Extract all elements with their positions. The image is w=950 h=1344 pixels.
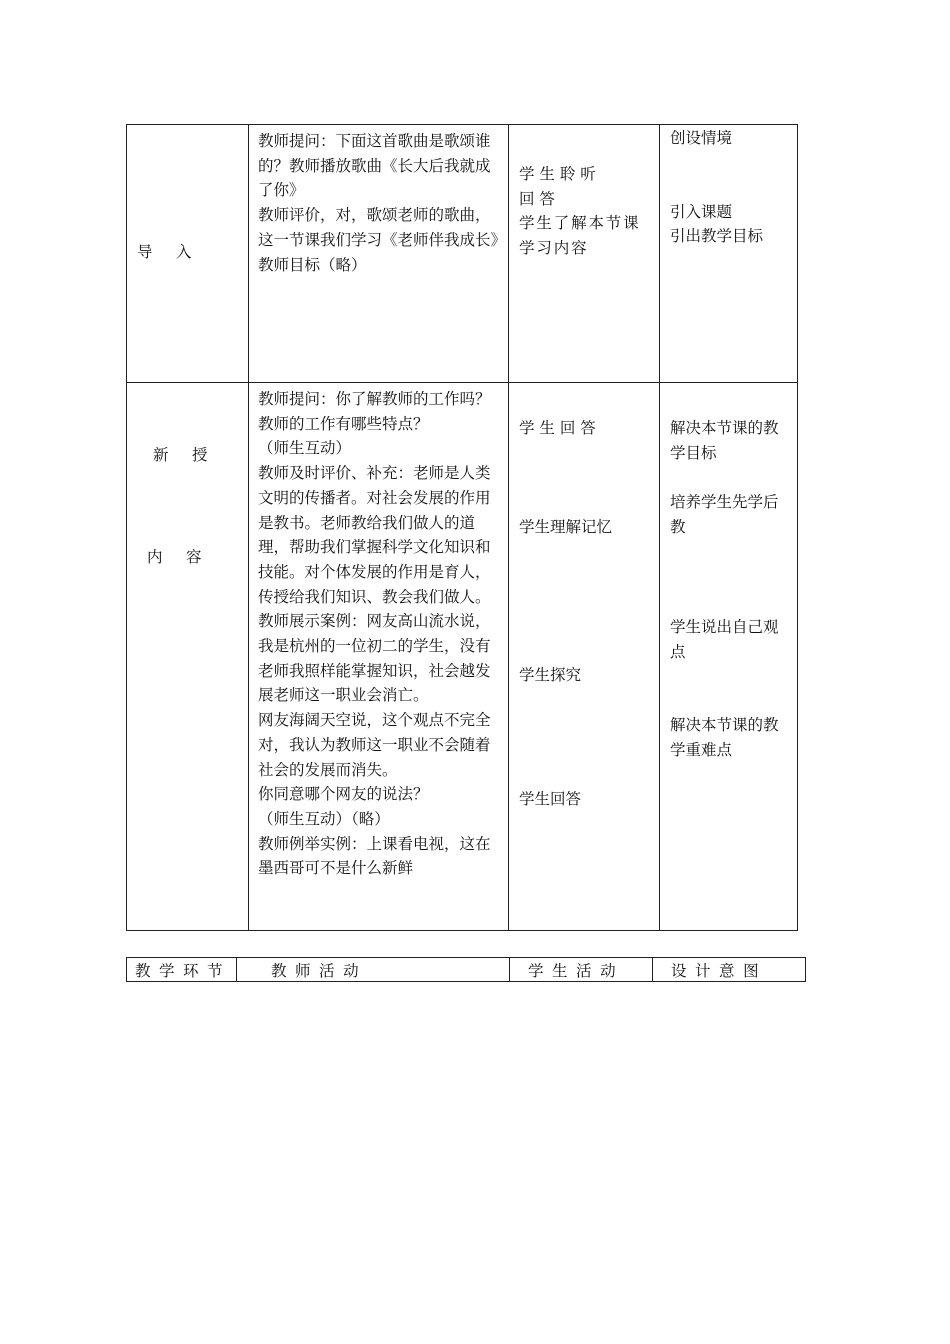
intent-text: 解决本节课的教学目标 xyxy=(670,419,779,462)
lesson-plan-table xyxy=(126,124,798,931)
teacher-text: 你同意哪个网友的说法？ xyxy=(258,785,429,804)
intent-text: 引入课题 xyxy=(670,202,733,221)
student-text: 学生回答 xyxy=(519,790,582,809)
teacher-activity-intro xyxy=(249,125,509,383)
student-text: 回 答 xyxy=(519,189,555,208)
teacher-text: （师生互动） xyxy=(258,439,352,458)
teacher-text: 网友海阔天空说，这个观点不完全对，我认为教师这一职业不会随着社会的发展而消失。 xyxy=(258,711,491,779)
student-text: 学生理解记忆 xyxy=(519,517,613,536)
teacher-text: 教师评价，对，歌颂老师的歌曲，这一节课我们学习《老师伴我成长》 xyxy=(258,206,507,249)
teacher-text: 教师目标（略） xyxy=(258,255,367,274)
intent-text: 培养学生先学后教 xyxy=(670,493,779,537)
header-design-intent: 设计意图 xyxy=(653,958,806,982)
student-text: 学生了解本节课学习内容 xyxy=(519,214,641,258)
header-teaching-stage: 教学环节 xyxy=(127,958,237,982)
teacher-activity-new-content xyxy=(249,383,509,931)
student-text: 学生探究 xyxy=(519,666,582,685)
student-activity-intro xyxy=(509,125,660,383)
intent-text: 学生说出自己观点 xyxy=(670,617,779,661)
student-activity-new-content xyxy=(509,383,660,931)
teacher-text: 教师例举实例：上课看电视，这在墨西哥可不是什么新鲜 xyxy=(258,834,491,878)
teacher-text: 教师展示案例：网友高山流水说，我是杭州的一位初二的学生，没有老师我照样能掌握知识，社会越发展老师这一职业会消亡。 xyxy=(258,612,491,705)
header-row xyxy=(127,958,806,982)
column-header-table xyxy=(126,957,806,982)
teacher-text: 教师提问：你了解教师的工作吗？教师的工作有哪些特点？ xyxy=(258,390,491,433)
student-text: 学 生 回 答 xyxy=(519,419,596,437)
section-label-content: 内 容 xyxy=(147,548,211,566)
header-teacher-activity: 教师活动 xyxy=(237,958,510,982)
student-text: 学 生 聆 听 xyxy=(519,165,596,183)
section-cell-new-content xyxy=(127,383,249,931)
section-label-new: 新 授 xyxy=(153,446,217,464)
intent-text: 引出教学目标 xyxy=(670,227,764,246)
design-intent-new-content xyxy=(660,383,798,931)
section-cell-intro xyxy=(127,125,249,383)
table-row-new-content xyxy=(127,383,798,931)
intent-text: 解决本节课的教学重难点 xyxy=(670,716,779,759)
teacher-text: （师生互动）（略） xyxy=(258,809,390,828)
header-student-activity: 学生活动 xyxy=(510,958,653,982)
section-label-intro: 导 入 xyxy=(137,243,201,261)
table-row-intro xyxy=(127,125,798,383)
teacher-text: 教师及时评价、补充：老师是人类文明的传播者。对社会发展的作用是教书。老师教给我们做人的道理，帮助我们掌握科学文化知识和技能。对个体发展的作用是育人，传授给我们知识、教会我们做人。 xyxy=(258,464,491,606)
design-intent-intro xyxy=(660,125,798,383)
teacher-text: 教师提问：下面这首歌曲是歌颂谁的？教师播放歌曲《长大后我就成了你》 xyxy=(258,132,491,200)
intent-text: 创设情境 xyxy=(670,129,733,147)
